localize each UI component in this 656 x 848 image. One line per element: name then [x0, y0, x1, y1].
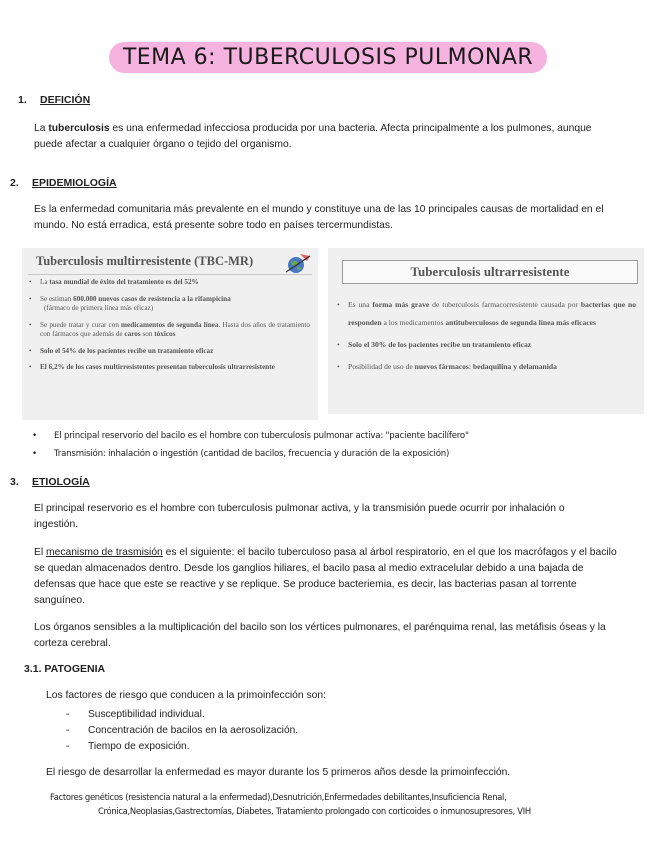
list-item — [28, 295, 310, 314]
risk-statement: El riesgo de desarrollar la enfermedad es mayor durante los 5 primeros años desde la primoinfección. — [46, 767, 511, 778]
patogenia-intro: Los factores de riesgo que conducen a la primoinfección son: — [46, 690, 326, 701]
section-3-heading — [10, 476, 90, 488]
notes-list — [32, 427, 632, 463]
bold-term: tuberculosis — [48, 123, 110, 134]
handwritten-note-line-1: Factores genéticos (resistencia natural a la enfermedad),Desnutrición,Enfermedades debilitantes,Insuficiencia Renal, — [50, 792, 507, 802]
tbc-mr-list — [28, 278, 310, 380]
bold-text: Solo el 30% de los pacientes recibe un tratamiento eficaz — [348, 340, 532, 349]
text: La — [34, 123, 49, 134]
text: es una enfermedad infecciosa producida por una bacteria. Afecta principalmente a los pulmones, aunque — [109, 123, 592, 134]
text: El — [34, 547, 47, 558]
section-2-number: 2. — [10, 177, 19, 189]
section-3-paragraph-2 — [34, 545, 638, 609]
bold-text: tóxicos — [154, 330, 176, 338]
section-3-1-heading: 3.1. PATOGENIA — [24, 663, 106, 675]
section-2-paragraph — [34, 202, 638, 234]
bold-text: El 6,2% de los casos multirresistentes presentan tuberculosis ultrarresistente — [40, 363, 275, 371]
section-1-title: DEFICIÓN — [40, 94, 91, 106]
list-item: - Tiempo de exposición. — [64, 739, 298, 755]
globe-icon — [282, 252, 312, 274]
tbc-ur-list — [336, 296, 636, 380]
text: defensas que hace que este se reactive y se replique. Se produce bacteriemia, es decir, las bacterias pasan al torrente — [34, 579, 577, 590]
divider — [28, 274, 312, 275]
text: Se puede tratar y curar con — [40, 320, 122, 329]
list-item: - Susceptibilidad individual. — [64, 707, 298, 723]
section-3-title: ETIOLOGÍA — [32, 476, 90, 488]
text: ingestión. — [34, 519, 79, 530]
text: son — [140, 330, 155, 338]
page-title: TEMA 6: TUBERCULOSIS PULMONAR — [109, 42, 547, 73]
handwritten-note-line-2: Crónica,Neoplasias,Gastrectomías, Diabetes, Tratamiento prolongado con corticoides o inmunosupresores, VIH — [98, 806, 531, 816]
list-item — [28, 321, 310, 340]
text: Posibilidad de uso de — [348, 362, 415, 371]
text: puede afectar a cualquier órgano o tejido del organismo. — [34, 139, 292, 150]
bold-text: bedaquilina y delamanida — [472, 362, 557, 371]
bold-text: antituberculosos de segunda línea más eficaces — [445, 318, 596, 327]
bold-text: Solo el 54% de los pacientes recibe un tratamiento eficaz — [40, 346, 214, 355]
title-banner — [0, 42, 656, 73]
tbc-mr-box — [22, 248, 318, 420]
list-item — [336, 358, 636, 376]
text: El principal reservorio es el hombre con tuberculosis pulmonar activa, y la transmisión puede ocurrir por inhalación o — [34, 503, 565, 514]
bold-text: nuevos fármacos — [414, 362, 469, 371]
tbc-ur-box — [328, 248, 644, 414]
list-item — [336, 336, 636, 354]
tbc-ur-title: Tuberculosis ultrarresistente — [342, 260, 638, 284]
section-1-heading — [18, 94, 90, 106]
section-3-paragraph-3 — [34, 620, 638, 652]
text: de tuberculosis farmacorresistente causada por — [429, 300, 581, 309]
text: corteza cerebral. — [34, 638, 111, 649]
text: : — [468, 362, 473, 371]
section-2-title: EPIDEMIOLOGÍA — [32, 177, 117, 189]
text: mundo. No está erradica, está presente sobre todo en países tercermundistas. — [34, 220, 393, 231]
text: Es la enfermedad comunitaria más prevalente en el mundo y constituye una de las 10 principales causas de mortalidad en el — [34, 204, 604, 215]
list-item — [28, 363, 310, 373]
tbc-mr-title: Tuberculosis multirresistente (TBC-MR) — [36, 254, 254, 268]
section-1-paragraph — [34, 121, 638, 153]
text: se quedan almacenados dentro. Desde los ganglios hiliares, el bacilo pasa al medio extracelular debido a una bajada de — [34, 563, 584, 574]
list-item — [336, 296, 636, 332]
section-3-number: 3. — [10, 476, 19, 488]
text: Los órganos sensibles a la multiplicación del bacilo son los vértices pulmonares, el parénquima renal, las metáfisis óseas y la — [34, 622, 606, 633]
text: La — [40, 278, 50, 286]
list-item: • El principal reservorio del bacilo es el hombre con tuberculosis pulmonar activa: "paciente bacilífero" — [32, 427, 632, 445]
bold-text: 600.000 nuevos casos de resistencia a la rifampicina — [73, 294, 231, 303]
bold-text: tasa mundial de éxito del tratamiento es del 52% — [49, 278, 199, 286]
bold-text: forma más grave — [372, 300, 430, 309]
text: sanguíneo. — [34, 595, 85, 606]
risk-factors-list — [64, 707, 298, 755]
list-item — [28, 278, 310, 288]
bold-text: bacterias que no responden — [348, 300, 637, 327]
list-item — [28, 347, 310, 357]
text: Es una — [348, 300, 373, 309]
text: . Hasta dos años de tratamiento con fármacos que además de — [40, 320, 310, 338]
section-1-number: 1. — [18, 94, 27, 106]
text: a los medicamentos — [381, 318, 446, 327]
text: Se estiman — [40, 294, 74, 303]
text: (fármaco de primera línea más eficaz) — [44, 304, 154, 312]
list-item: - Concentración de bacilos en la aerosolización. — [64, 723, 298, 739]
bold-text: medicamentos de segunda línea — [121, 320, 219, 329]
section-3-paragraph-1 — [34, 501, 638, 533]
list-item: • Transmisión: inhalación o ingestión (cantidad de bacilos, frecuencia y duración de la exposición) — [32, 445, 632, 463]
bold-text: caros — [124, 330, 141, 338]
underlined-term: mecanismo de trasmisión — [46, 547, 163, 558]
text: es el siguiente: el bacilo tuberculoso pasa al árbol respiratorio, en el que los macrófagos y el bacilo — [162, 547, 617, 558]
section-2-heading — [10, 177, 117, 189]
